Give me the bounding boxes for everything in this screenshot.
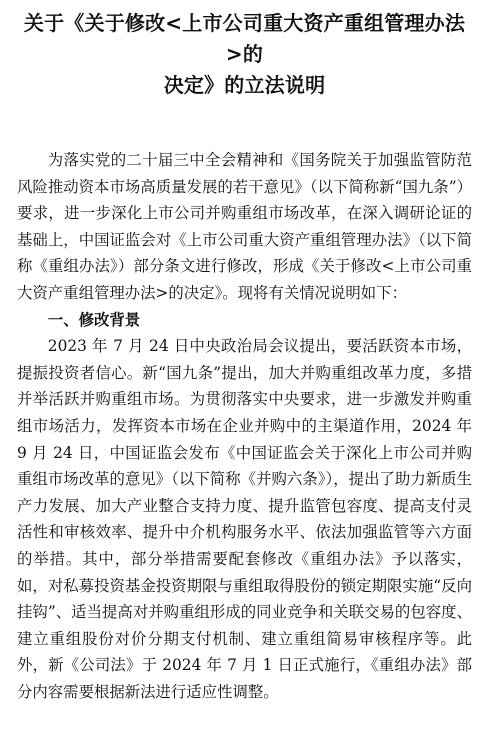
- document-title: [17, 8, 472, 101]
- title-line-1: 关于《关于修改<上市公司重大资产重组管理办法>的: [23, 11, 466, 66]
- intro-paragraph: 为落实党的二十届三中全会精神和《国务院关于加强监管防范风险推动资本市场高质量发展的若干意见》（以下简称新“国九条”）要求，进一步深化上市公司并购重组市场改革，在深入调研论证的基础上，中国证监会对《上市公司重大资产重组管理办法》（以下简称《重组办法》）部分条文进行修改，形成《关于修改<上市公司重大资产重组管理办法>的决定》。现将有关情况说明如下：: [17, 151, 472, 302]
- section-heading-background: 一、修改背景: [47, 310, 141, 329]
- background-paragraph: 2023 年 7 月 24 日中央政治局会议提出，要活跃资本市场，提振投资者信心。新“国九条”提出，加大并购重组改革力度，多措并举活跃并购重组市场。为贯彻落实中央要求，进一步激发并购重组市场活力，发挥资本市场在企业并购中的主渠道作用，2024 年 9 月 24 日，中国证监会发布《中国证监会关于深化上市公司并购重组市场改革的意见》（以下简称《并购六条》），提出了助力新质生产力发展、加大产业整合支持力度、提升监管包容度、提高支付灵活性和审核效率、提升中介机构服务水平、依法加强监管等六方面的举措。其中，部分举措需要配套修改《重组办法》予以落实，如，对私募投资基金投资期限与重组取得股份的锁定期限实施“反向挂钩”、适当提高对并购重组形成的同业竞争和关联交易的包容度、建立重组股份对价分期支付机制、建立重组简易审核程序等。此外，新《公司法》于 2024 年 7 月 1 日正式施行，《重组办法》部分内容需要根据新法进行适应性调整。: [17, 337, 472, 701]
- document-body: [17, 147, 472, 705]
- title-line-2: 决定》的立法说明: [163, 73, 326, 97]
